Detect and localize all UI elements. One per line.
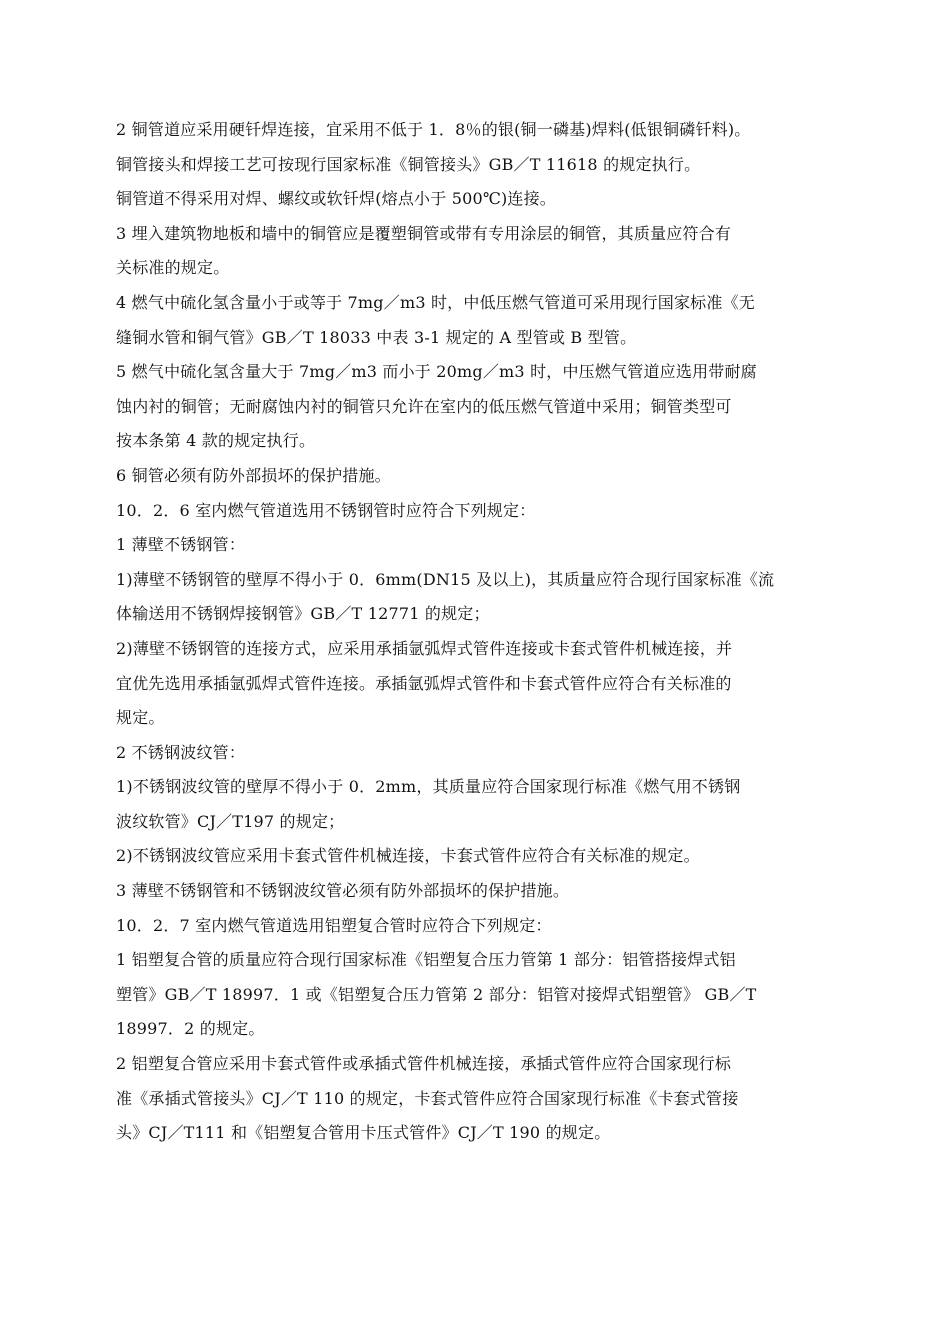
text-line: 准《承插式管接头》CJ／T 110 的规定，卡套式管件应符合国家现行标准《卡套式管接 [116,1088,739,1108]
text-line: 1 薄壁不锈钢管： [116,535,246,555]
text-line: 10．2．6 室内燃气管道选用不锈钢管时应符合下列规定： [116,500,536,520]
text-line: 2)薄壁不锈钢管的连接方式，应采用承插氩弧焊式管件连接或卡套式管件机械连接，并 [116,638,733,658]
text-line: 规定。 [116,708,165,728]
text-line: 18997．2 的规定。 [116,1019,265,1039]
text-line: 波纹软管》CJ／T197 的规定； [116,811,345,831]
text-line: 2 铜管道应采用硬钎焊连接，宜采用不低于 1．8％的银(铜一磷基)焊料(低银铜磷钎料)。 [116,120,751,139]
text-line: 缝铜水管和铜气管》GB／T 18033 中表 3-1 规定的 A 型管或 B 型管。 [116,327,637,347]
text-line: 关标准的规定。 [116,258,230,278]
text-line: 4 燃气中硫化氢含量小于或等于 7mg／m3 时，中低压燃气管道可采用现行国家标准《无 [116,292,755,312]
text-line: 3 薄壁不锈钢管和不锈钢波纹管必须有防外部损坏的保护措施。 [116,881,570,901]
text-line: 宜优先选用承插氩弧焊式管件连接。承插氩弧焊式管件和卡套式管件应符合有关标准的 [116,673,732,693]
text-line: 塑管》GB／T 18997．1 或《铝塑复合压力管第 2 部分：铝管对接焊式铝塑管》 GB／T [116,984,757,1004]
text-line: 6 铜管必须有防外部损坏的保护措施。 [116,465,391,485]
text-line: 2 不锈钢波纹管： [116,742,246,762]
text-line: 铜管道不得采用对焊、螺纹或软钎焊(熔点小于 500℃)连接。 [116,189,557,209]
text-line: 头》CJ／T111 和《铝塑复合管用卡压式管件》CJ／T 190 的规定。 [116,1123,611,1143]
text-line: 10．2．7 室内燃气管道选用铝塑复合管时应符合下列规定： [116,915,552,935]
document-body [116,113,842,1151]
text-line: 1)不锈钢波纹管的壁厚不得小于 0．2mm，其质量应符合国家现行标准《燃气用不锈钢 [116,777,741,797]
text-line: 1 铝塑复合管的质量应符合现行国家标准《铝塑复合压力管第 1 部分：铝管搭接焊式铝 [116,950,736,970]
text-line: 5 燃气中硫化氢含量大于 7mg／m3 而小于 20mg／m3 时，中压燃气管道应选用带耐腐 [116,362,757,382]
text-line: 1)薄壁不锈钢管的壁厚不得小于 0．6mm(DN15 及以上)，其质量应符合现行国家标准《流 [116,569,775,589]
text-line: 3 埋入建筑物地板和墙中的铜管应是覆塑铜管或带有专用涂层的铜管，其质量应符合有 [116,223,732,243]
text-line: 按本条第 4 款的规定执行。 [116,431,316,451]
text-line: 2)不锈钢波纹管应采用卡套式管件机械连接，卡套式管件应符合有关标准的规定。 [116,846,700,866]
text-line: 铜管接头和焊接工艺可按现行国家标准《铜管接头》GB／T 11618 的规定执行。 [116,154,701,174]
text-line: 2 铝塑复合管应采用卡套式管件或承插式管件机械连接，承插式管件应符合国家现行标 [116,1054,732,1074]
text-line: 体输送用不锈钢焊接钢管》GB／T 12771 的规定； [116,604,490,624]
text-line: 蚀内衬的铜管；无耐腐蚀内衬的铜管只允许在室内的低压燃气管道中采用；铜管类型可 [116,396,732,416]
